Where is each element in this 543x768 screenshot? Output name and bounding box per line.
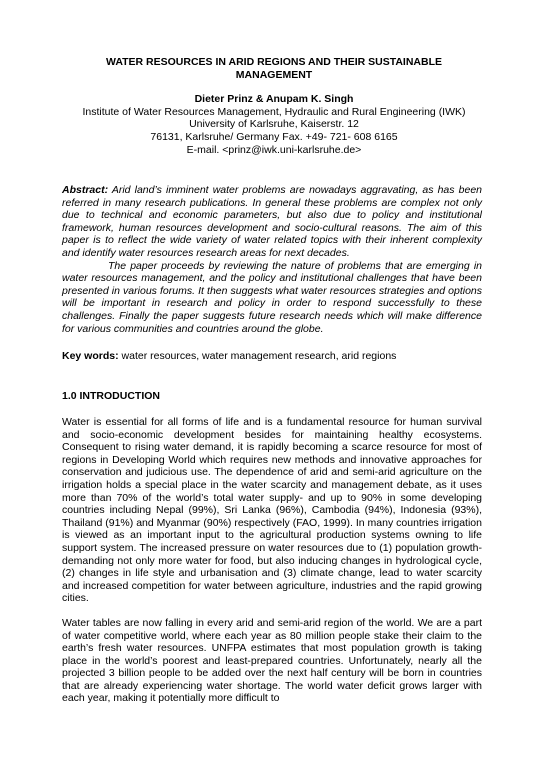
introduction-body xyxy=(62,416,482,717)
authors: Dieter Prinz & Anupam K. Singh xyxy=(194,93,354,106)
affiliation-line: University of Karlsruhe, Kaiserstr. 12 xyxy=(189,118,359,131)
paper-title xyxy=(55,56,493,81)
abstract-paragraph: The paper proceeds by reviewing the nature of problems that are emerging in water resources management, and the policy and institutional challenges that have been presented in various forums. It then suggests what water resources strategies and options will be important in research and policy in order to respond successfully to these challenges. Finally the paper suggests future research needs which will make difference for various communities and countries around the globe. xyxy=(62,259,482,335)
affiliation-line: Institute of Water Resources Management, Hydraulic and Rural Engineering (IWK) xyxy=(82,105,466,118)
section-heading: 1.0 INTRODUCTION xyxy=(62,390,161,402)
title-line: WATER RESOURCES IN ARID REGIONS AND THEIR SUSTAINABLE xyxy=(105,56,442,68)
paper-header xyxy=(55,56,493,156)
email-line: E-mail. <prinz@iwk.uni-karlsruhe.de> xyxy=(186,143,362,156)
affiliation-line: 76131, Karlsruhe/ Germany Fax. +49- 721- 608 6165 xyxy=(150,130,398,143)
keywords-label: Key words: xyxy=(62,350,119,362)
keywords xyxy=(62,350,482,363)
abstract xyxy=(62,184,482,335)
keywords-text: water resources, water management research, arid regions xyxy=(121,350,397,362)
abstract-label: Abstract: xyxy=(62,184,109,196)
title-line: MANAGEMENT xyxy=(235,68,313,81)
body-paragraph: Water tables are now falling in every arid and semi-arid region of the world. We are a part of water competitive world, where each year as 80 million people stake their claim to the earth’s fresh water resources. UNFPA estimates that most population growth is taking place in the world’s poorest and least-prepared countries. Unfortunately, nearly all the projected 3 billion people to be added over the next half century will be born in countries that are already experiencing water shortage. The world water deficit grows larger with each year, making it potentially more difficult to xyxy=(62,616,482,705)
affiliation xyxy=(55,106,493,156)
abstract-text: Arid land’s imminent water problems are nowadays aggravating, as has been referred in many research publications. In general these problems are complex not only due to technical and economic parameters, but also due to policy and institutional framework, human resources development and socio-cultural reasons. The aim of this paper is to reflect the wide variety of water related topics with their inherent complexity and identify water resources research areas for next decades. xyxy=(62,184,482,259)
body-paragraph: Water is essential for all forms of life and is a fundamental resource for human survival and socio-economic development besides for maintaining healthy ecosystems. Consequent to rising water demand, it is rapidly becoming a scarce resource for most of regions in Developing World which requires new methods and innovative approaches for conservation and judicious use. The dependence of arid and semi-arid agriculture on the irrigation holds a special place in the water scarcity and management debate, as it uses more than 70% of the world’s total water supply- and up to 90% in some developing countries including Nepal (99%), Sri Lanka (96%), Cambodia (94%), Indonesia (93%), Thailand (91%) and Myanmar (90%) respectively (FAO, 1999). In many countries irrigation is viewed as an important input to the agricultural production systems owning to life support system. The increased pressure on water resources due to (1) population growth- demanding not only more water for food, but also inducing changes in hydrological cycle, (2) changes in life style and urbanisation and (3) climate change, lead to water scarcity and increased competition for water between agriculture, industries and the rapid growing cities. xyxy=(62,416,482,605)
abstract-paragraph xyxy=(62,184,482,260)
